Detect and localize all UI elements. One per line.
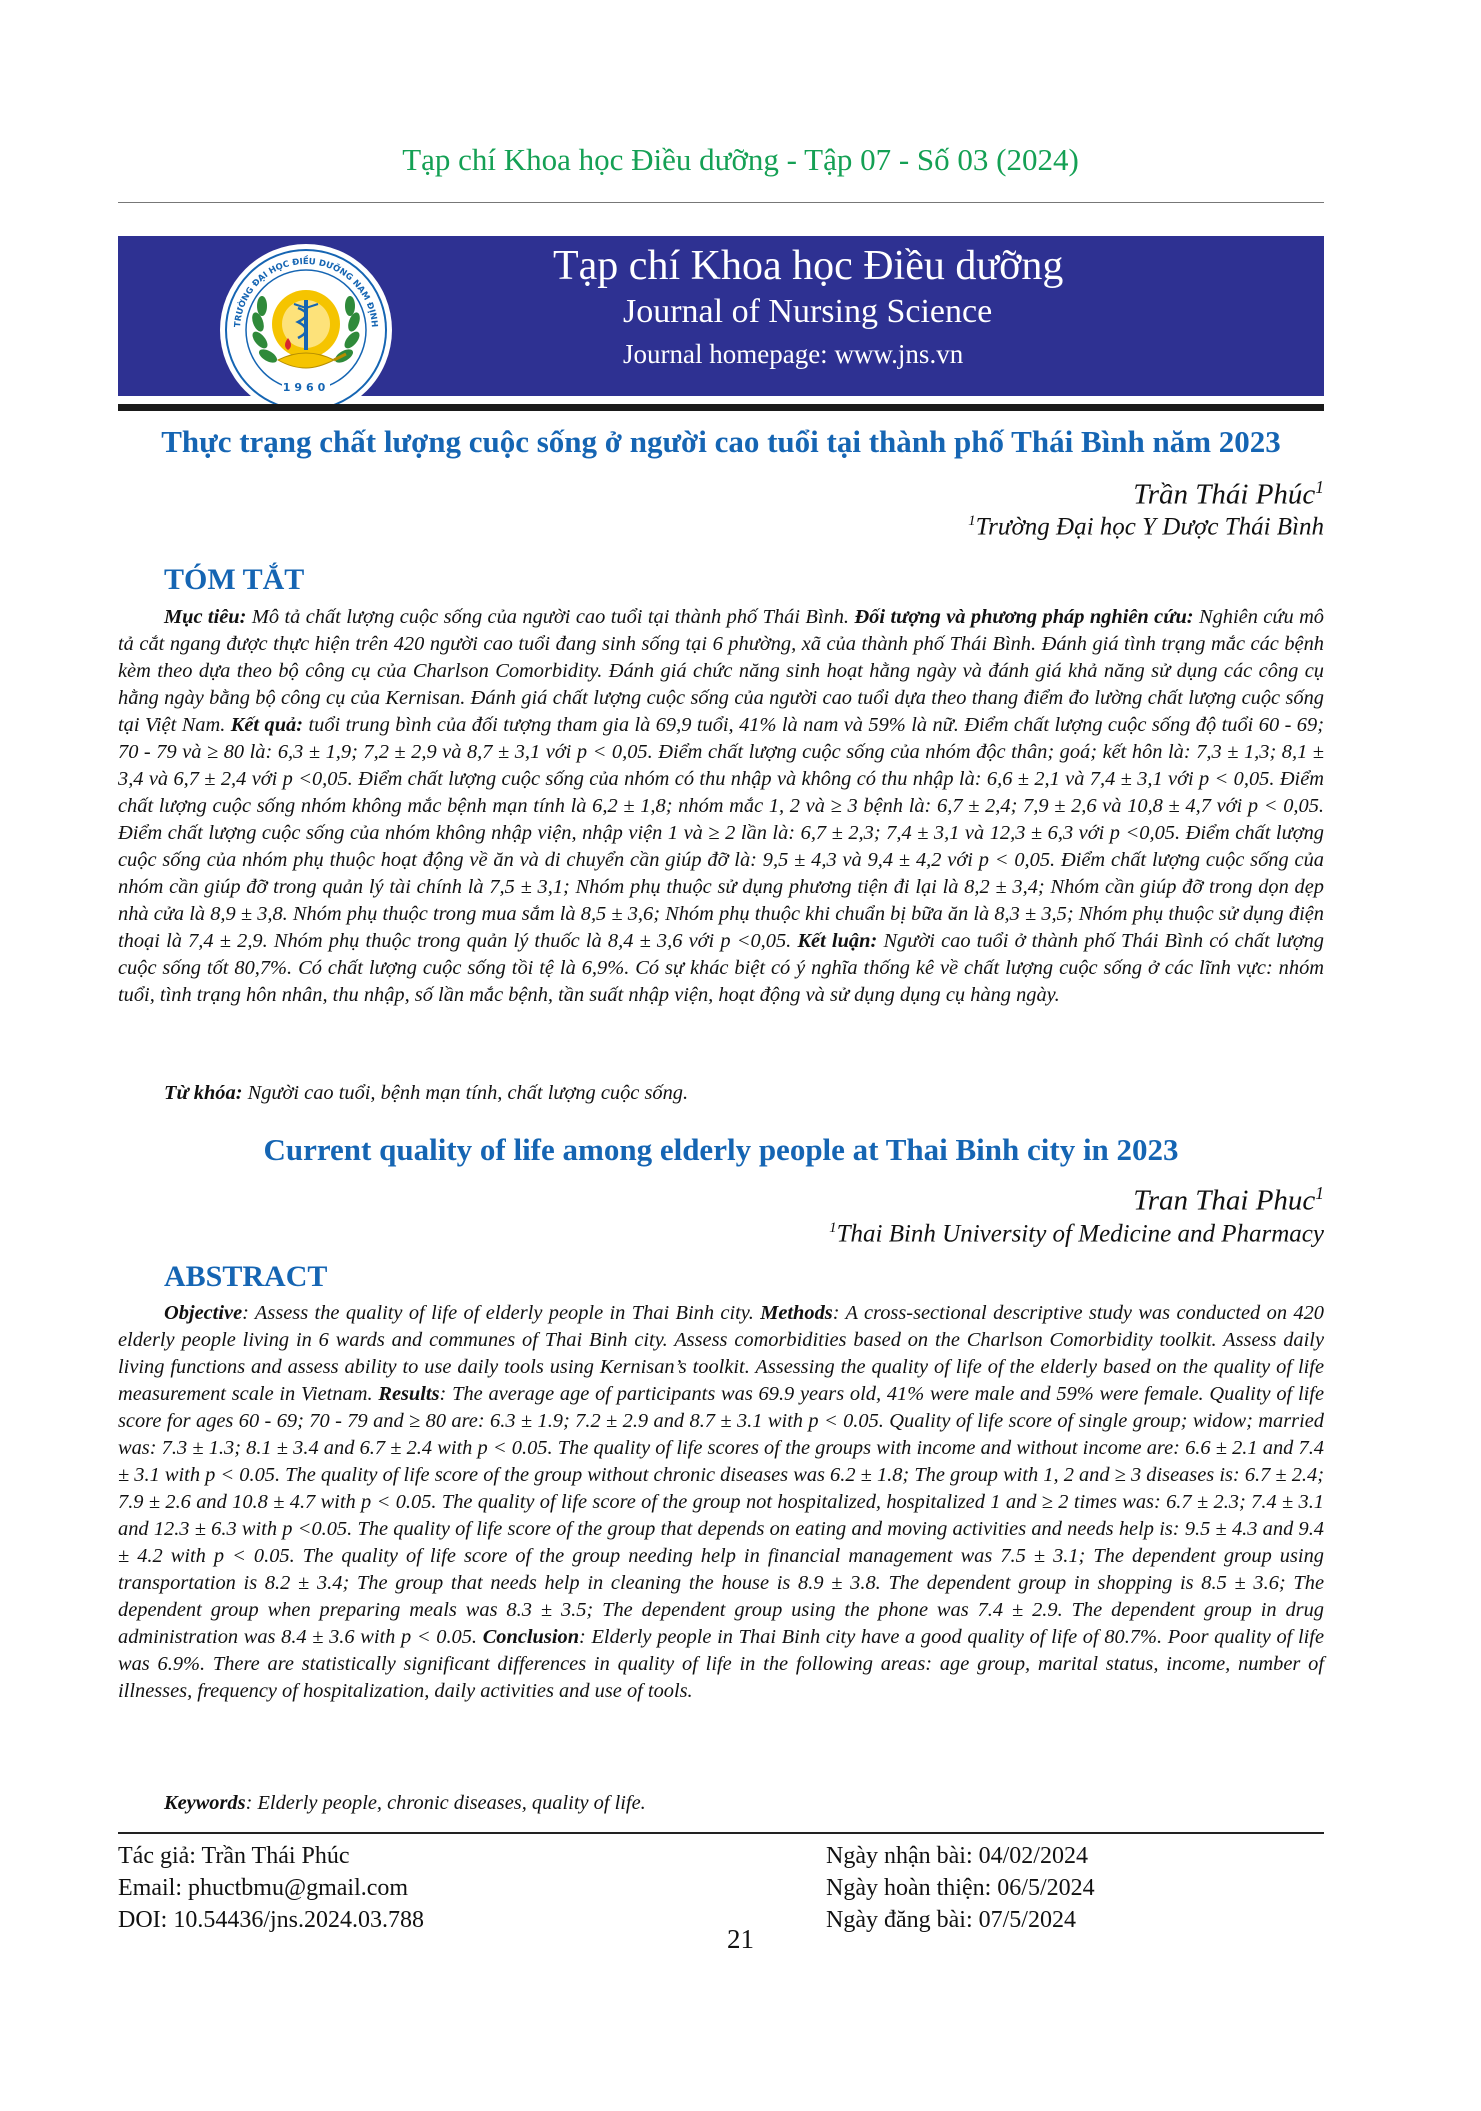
text-methods: : A cross-sectional descriptive study was conducted on 420 elderly people living in 6 wards and communes of Thai Binh city. Assess comorbidities based on the Charlson Comorbidity toolkit. Assess daily living functions and assess ability to use daily tools using Kernisan’s toolkit. Assessing the quality of life of the elderly based on the quality of life measurement scale in Vietnam. xyxy=(118,1302,1324,1405)
affiliation-en xyxy=(829,1220,1324,1248)
author-en xyxy=(1133,1183,1324,1218)
keywords-label-vi: Từ khóa: xyxy=(164,1082,243,1104)
article-doi: DOI: 10.54436/jns.2024.03.788 xyxy=(118,1907,424,1933)
text-ket-qua: tuổi trung bình của đối tượng tham gia là 69,9 tuổi, 41% là nam và 59% là nữ. Điểm chất lượng cuộc sống độ tuổi 60 - 69; 70 - 79 và ≥ 80 là: 6,3 ± 1,9; 7,2 ± 2,9 và 8,7 ± 3,1 với p < 0,05. Điểm chất lượng cuộc sống của nhóm độc thân; goá; kết hôn là: 7,3 ± 1,3; 8,1 ± 3,4 và 6,7 ± 2,4 với p <0,05. Điểm chất lượng cuộc sống của nhóm có thu nhập và không có thu nhập là: 6,6 ± 2,1 và 7,4 ± 3,1 với p < 0,05. Điểm chất lượng cuộc sống nhóm không mắc bệnh mạn tính là 6,2 ± 1,8; nhóm mắc 1, 2 và ≥ 3 bệnh là: 6,7 ± 2,4; 7,9 ± 2,6 và 10,8 ± 4,7 với p < 0,05. Điểm chất lượng cuộc sống của nhóm không nhập viện, nhập viện 1 và ≥ 2 lần là: 6,7 ± 2,3; 7,4 ± 3,1 và 12,3 ± 6,3 với p <0,05. Điểm chất lượng cuộc sống của nhóm phụ thuộc hoạt động về ăn và di chuyển cần giúp đỡ là: 9,5 ± 4,3 và 9,4 ± 4,2 với p < 0,05. Điểm chất lượng cuộc sống của nhóm cần giúp đỡ trong quản lý tài chính là 7,5 ± 3,1; Nhóm phụ thuộc sử dụng phương tiện đi lại là 8,2 ± 3,4; Nhóm cần giúp đỡ trong dọn dẹp nhà cửa là 8,9 ± 3,8. Nhóm phụ thuộc trong mua sắm là 8,5 ± 3,6; Nhóm phụ thuộc khi chuẩn bị bữa ăn là 8,3 ± 3,5; Nhóm phụ thuộc sử dụng điện thoại là 7,4 ± 2,9. Nhóm phụ thuộc trong quản lý thuốc là 8,4 ± 3,6 với p <0,05. xyxy=(118,714,1324,952)
university-logo xyxy=(218,242,394,418)
label-objective: Objective xyxy=(164,1302,243,1324)
text-ket-luan: Người cao tuổi ở thành phố Thái Bình có chất lượng cuộc sống tốt 80,7%. Có chất lượng cuộc sống tồi tệ là 6,9%. Có sự khác biệt có ý nghĩa thống kê về chất lượng cuộc sống ở các lĩnh vực: nhóm tuổi, tình trạng hôn nhân, thu nhập, số lần mắc bệnh, tần suất nhập viện, hoạt động và sử dụng dụng cụ hàng ngày. xyxy=(118,930,1324,1006)
section-heading-en: ABSTRACT xyxy=(164,1260,328,1293)
keywords-label-en: Keywords xyxy=(164,1792,246,1814)
journal-homepage: Journal homepage: www.jns.vn xyxy=(623,339,964,369)
label-ket-luan: Kết luận: xyxy=(797,930,878,952)
running-header: Tạp chí Khoa học Điều dưỡng - Tập 07 - Số 03 (2024) xyxy=(402,142,1079,177)
label-ket-qua: Kết quả: xyxy=(230,714,304,736)
affiliation-text-vi: Trường Đại học Y Dược Thái Bình xyxy=(975,513,1324,541)
keywords-vi xyxy=(164,1082,688,1105)
date-revised: Ngày hoàn thiện: 06/5/2024 xyxy=(826,1875,1095,1901)
logo-ring-text: TRƯỜNG ĐẠI HỌC ĐIỀU DƯỠNG NAM ĐỊNH xyxy=(233,256,380,328)
footer-left xyxy=(118,1840,424,1936)
label-results: Results xyxy=(378,1383,440,1405)
text-muc-tieu: Mô tả chất lượng cuộc sống của người cao tuổi tại thành phố Thái Bình. xyxy=(251,606,850,628)
keywords-en xyxy=(164,1792,646,1815)
corresponding-author: Tác giả: Trần Thái Phúc xyxy=(118,1843,350,1869)
affiliation-vi xyxy=(968,513,1324,541)
banner-divider xyxy=(118,404,1324,411)
author-name-en: Tran Thai Phuc xyxy=(1133,1184,1316,1217)
affiliation-text-en: Thai Binh University of Medicine and Pharmacy xyxy=(836,1220,1324,1248)
label-muc-tieu: Mục tiêu: xyxy=(164,606,247,628)
abstract-vi xyxy=(118,604,1324,1009)
footer-right xyxy=(826,1840,1095,1936)
page-number: 21 xyxy=(727,1924,754,1954)
abstract-en xyxy=(118,1300,1324,1705)
author-vi xyxy=(1133,477,1324,512)
journal-title-en: Journal of Nursing Science xyxy=(623,293,993,330)
keywords-text-en: : Elderly people, chronic diseases, quality of life. xyxy=(245,1792,646,1814)
header-divider xyxy=(118,202,1324,203)
article-title-vi: Thực trạng chất lượng cuộc sống ở người cao tuổi tại thành phố Thái Bình năm 2023 xyxy=(161,424,1281,459)
journal-title-vi: Tạp chí Khoa học Điều dưỡng xyxy=(553,243,1064,289)
date-published: Ngày đăng bài: 07/5/2024 xyxy=(826,1907,1076,1933)
text-results: : The average age of participants was 69.9 years old, 41% were male and 59% were female. Quality of life score for ages 60 - 69; 70 - 79 and ≥ 80 are: 6.3 ± 1.9; 7.2 ± 2.9 and 8.7 ± 3.1 with p < 0.05. Quality of life score of single group; widow; married was: 7.3 ± 1.3; 8.1 ± 3.4 and 6.7 ± 2.4 with p < 0.05. The quality of life scores of the groups with income and without income are: 6.6 ± 2.1 and 7.4 ± 3.1 with p < 0.05. The quality of life score of the group without chronic diseases was 6.2 ± 1.8; The group with 1, 2 and ≥ 3 diseases is: 6.7 ± 2.4; 7.9 ± 2.6 and 10.8 ± 4.7 with p < 0.05. The quality of life score of the group not hospitalized, hospitalized 1 and ≥ 2 times was: 6.7 ± 2.3; 7.4 ± 3.1 and 12.3 ± 6.3 with p <0.05. The quality of life score of the group that depends on eating and moving activities and needs help is: 9.5 ± 4.3 and 9.4 ± 4.2 with p < 0.05. The quality of life score of the group needing help in financial management was 7.5 ± 3.1; The dependent group using transportation is 8.2 ± 3.4; The group that needs help in cleaning the house is 8.9 ± 3.8. The dependent group in shopping is 8.5 ± 3.6; The dependent group when preparing meals was 8.3 ± 3.5; The dependent group using the phone was 7.4 ± 2.9. The dependent group in drug administration was 8.4 ± 3.6 with p < 0.05. xyxy=(118,1383,1324,1648)
text-doi-tuong: Nghiên cứu mô tả cắt ngang được thực hiện trên 420 người cao tuổi đang sinh sống tại 6 phường, xã của thành phố Thái Bình. Đánh giá tình trạng mắc các bệnh kèm theo dựa theo bộ công cụ của Charlson Comorbidity. Đánh giá chức năng sinh hoạt hằng ngày và đánh giá khả năng sử dụng các công cụ hằng ngày bằng bộ công cụ của Kernisan. Đánh giá chất lượng cuộc sống của người cao tuổi dựa theo thang điểm đo lường chất lượng cuộc sống tại Việt Nam. xyxy=(118,606,1325,736)
text-objective: : Assess the quality of life of elderly people in Thai Binh city. xyxy=(242,1302,754,1324)
author-sup-en: 1 xyxy=(1315,1183,1324,1203)
author-sup-vi: 1 xyxy=(1315,477,1324,497)
author-name-vi: Trần Thái Phúc xyxy=(1133,478,1316,511)
journal-banner xyxy=(118,236,1324,396)
footer-divider xyxy=(118,1832,1324,1834)
affil-sup-en: 1 xyxy=(829,1220,837,1236)
section-heading-vi: TÓM TẮT xyxy=(164,563,305,596)
article-title-en: Current quality of life among elderly people at Thai Binh city in 2023 xyxy=(263,1132,1179,1167)
label-conclusion: Conclusion xyxy=(482,1626,580,1648)
logo-year: 1960 xyxy=(282,381,330,394)
author-email: Email: phuctbmu@gmail.com xyxy=(118,1875,409,1901)
date-received: Ngày nhận bài: 04/02/2024 xyxy=(826,1843,1088,1869)
text-conclusion: : Elderly people in Thai Binh city have a good quality of life of 80.7%. Poor quality of life was 6.9%. There are statistically significant differences in quality of life in the following areas: age group, marital status, income, number of illnesses, frequency of hospitalization, daily activities and use of tools. xyxy=(118,1626,1324,1702)
affil-sup-vi: 1 xyxy=(968,513,976,529)
label-doi-tuong: Đối tượng và phương pháp nghiên cứu: xyxy=(854,606,1194,628)
keywords-text-vi: Người cao tuổi, bệnh mạn tính, chất lượng cuộc sống. xyxy=(247,1082,689,1104)
label-methods: Methods xyxy=(760,1302,833,1324)
